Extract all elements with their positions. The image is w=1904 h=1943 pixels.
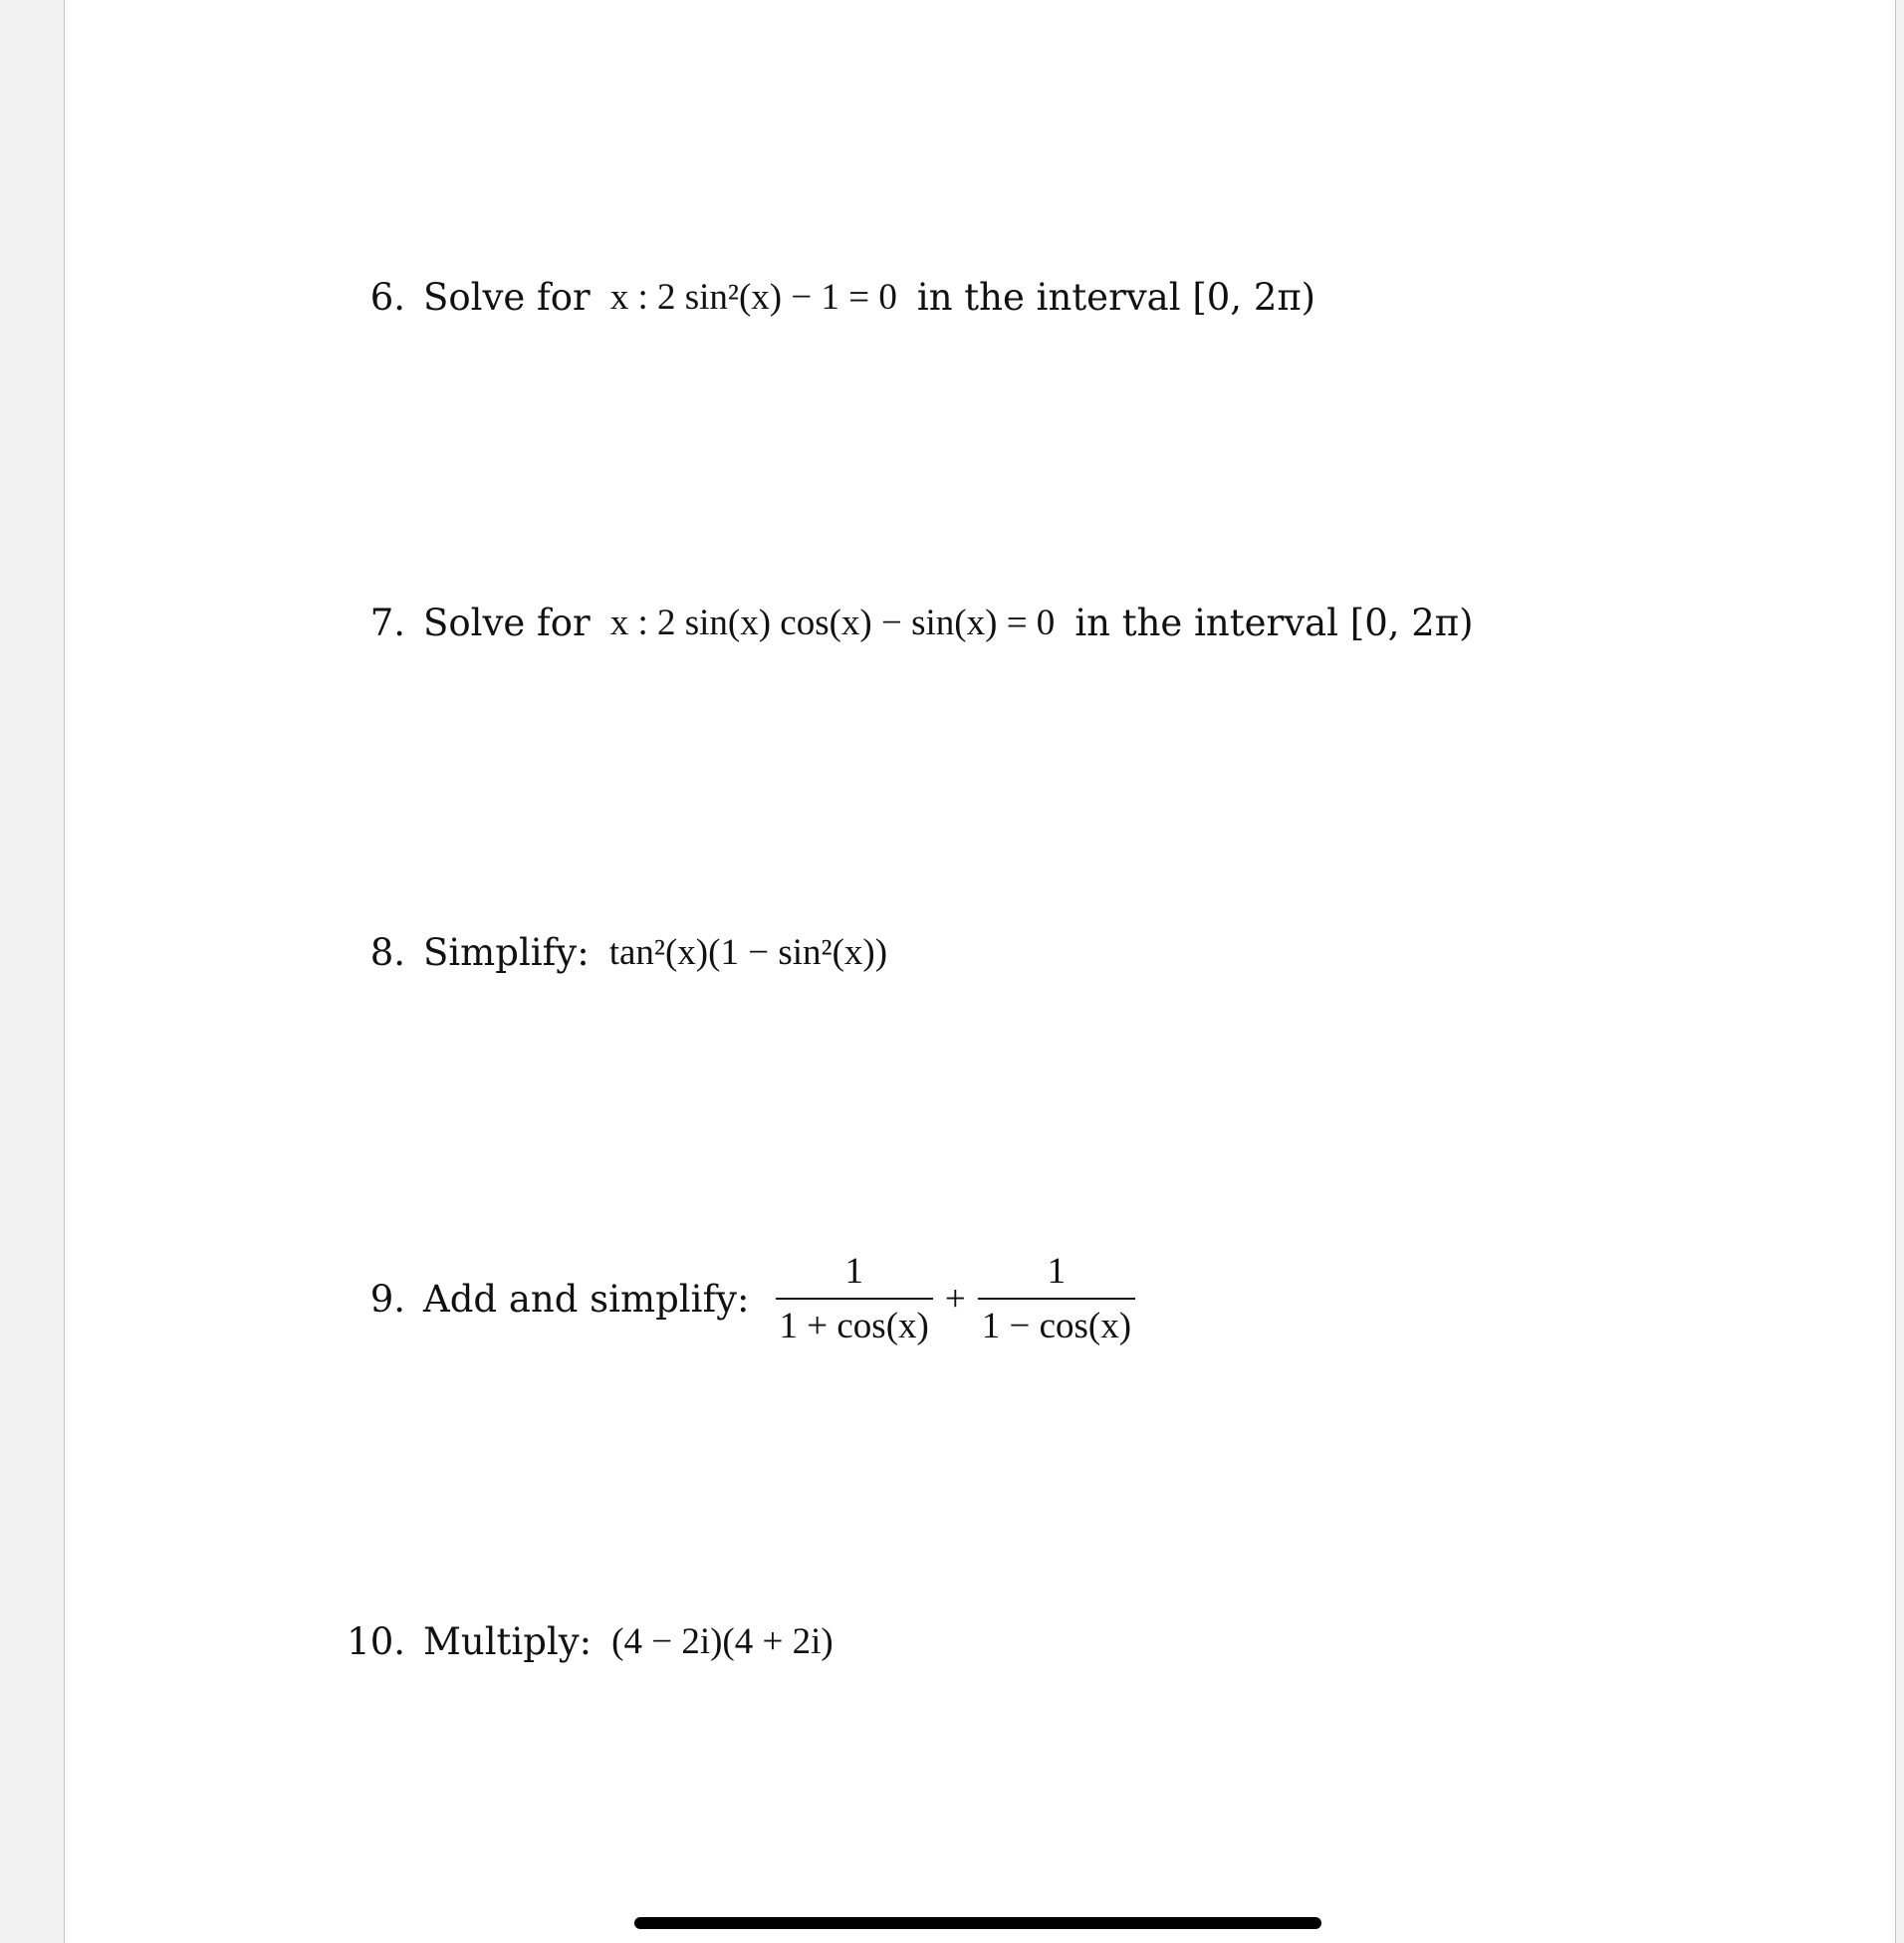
problem-prefix: Multiply: xyxy=(423,1620,593,1663)
problem-10 xyxy=(65,1620,833,1663)
document-page xyxy=(64,0,1896,1943)
problem-expression: tan²(x)(1 − sin²(x)) xyxy=(608,932,888,973)
problem-suffix: in the interval [0, 2π) xyxy=(916,276,1316,319)
problem-6 xyxy=(65,276,1316,319)
problem-8 xyxy=(65,931,888,974)
problem-number: 6. xyxy=(369,276,405,319)
fraction-1-numerator: 1 xyxy=(844,1251,863,1292)
fraction-2-denominator: 1 − cos(x) xyxy=(981,1306,1132,1346)
fraction-1-denominator: 1 + cos(x) xyxy=(779,1306,929,1346)
problem-prefix: Add and simplify: xyxy=(423,1277,750,1321)
fraction-2-numerator: 1 xyxy=(1047,1251,1067,1292)
problem-equation: x : 2 sin(x) cos(x) − sin(x) = 0 xyxy=(609,603,1056,643)
problem-9 xyxy=(65,1253,1141,1344)
problem-suffix: in the interval [0, 2π) xyxy=(1074,602,1474,644)
problem-number: 9. xyxy=(369,1277,405,1321)
home-indicator-bar[interactable] xyxy=(634,1917,1321,1929)
plus-operator: + xyxy=(944,1278,966,1320)
fraction-1 xyxy=(776,1253,933,1344)
problem-number: 7. xyxy=(369,602,405,644)
problem-expression: (4 − 2i)(4 + 2i) xyxy=(611,1621,833,1662)
problem-prefix: Simplify: xyxy=(423,931,590,974)
problem-7 xyxy=(65,602,1474,644)
problem-prefix: Solve for xyxy=(423,276,591,319)
problem-number: 10. xyxy=(347,1620,405,1663)
fraction-2 xyxy=(978,1253,1135,1344)
problem-equation: x : 2 sin²(x) − 1 = 0 xyxy=(609,277,897,318)
problem-prefix: Solve for xyxy=(423,602,591,644)
problem-number: 8. xyxy=(369,931,405,974)
